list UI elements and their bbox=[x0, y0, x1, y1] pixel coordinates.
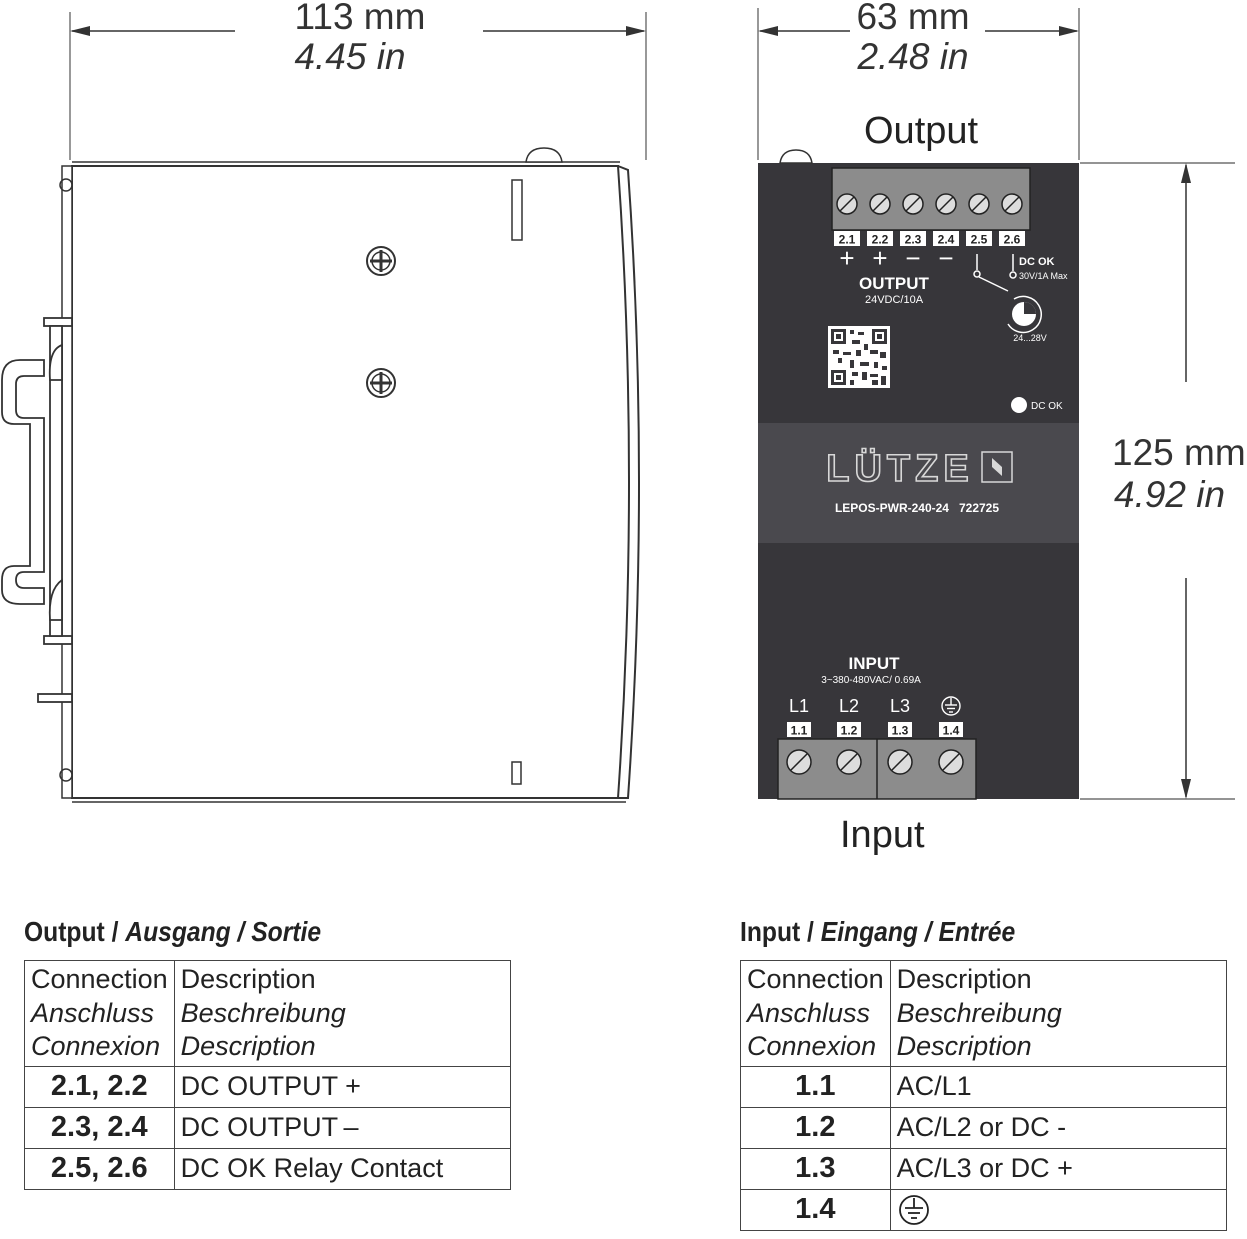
svg-text:3~380-480VAC/ 0.69A: 3~380-480VAC/ 0.69A bbox=[821, 675, 921, 686]
table-row: 1.2 AC/L2 or DC - bbox=[741, 1107, 1227, 1148]
depth-in-label: 2.48 in bbox=[857, 36, 969, 77]
din-rail-clip bbox=[2, 318, 72, 702]
qr-code bbox=[828, 326, 890, 388]
model-label: LEPOS-PWR-240-24 722725 bbox=[834, 501, 1000, 515]
svg-text:−: − bbox=[905, 243, 921, 273]
svg-text:1.3: 1.3 bbox=[891, 723, 909, 738]
svg-text:INPUT: INPUT bbox=[848, 654, 900, 673]
table-row: 1.3 AC/L3 or DC + bbox=[741, 1148, 1227, 1189]
svg-text:OUTPUT: OUTPUT bbox=[859, 274, 929, 293]
svg-text:2.2: 2.2 bbox=[871, 232, 889, 247]
input-connection-table bbox=[740, 960, 1227, 1231]
ground-icon bbox=[897, 1193, 931, 1227]
svg-text:2.5: 2.5 bbox=[970, 232, 988, 247]
depth-mm-label: 63 mm bbox=[856, 0, 970, 37]
screw-icon bbox=[367, 369, 395, 397]
table-row: 2.5, 2.6 DC OK Relay Contact bbox=[25, 1148, 511, 1189]
table-row: 2.1, 2.2 DC OUTPUT + bbox=[25, 1066, 511, 1107]
svg-text:L2: L2 bbox=[838, 696, 860, 716]
svg-text:2.6: 2.6 bbox=[1003, 232, 1021, 247]
svg-text:LÜTZE: LÜTZE bbox=[826, 448, 974, 490]
side-view-drawing bbox=[0, 0, 700, 860]
header-description: Description Beschreibung Description bbox=[890, 961, 1226, 1067]
header-connection: Connection Anschluss Connexion bbox=[25, 961, 175, 1067]
table-row: 1.4 bbox=[741, 1189, 1227, 1230]
svg-text:24VDC/10A: 24VDC/10A bbox=[864, 294, 924, 306]
output-connection-table bbox=[24, 960, 511, 1190]
svg-text:1.2: 1.2 bbox=[840, 723, 858, 738]
height-mm-label: 125 mm bbox=[1112, 432, 1246, 473]
svg-text:L3: L3 bbox=[889, 696, 911, 716]
svg-text:L1: L1 bbox=[788, 696, 810, 716]
svg-text:30V/1A Max: 30V/1A Max bbox=[1019, 271, 1068, 281]
width-mm-label: 113 mm bbox=[294, 0, 426, 37]
svg-text:2.1: 2.1 bbox=[838, 232, 856, 247]
input-side-label: Input bbox=[840, 814, 925, 856]
output-table-title: Output / Ausgang / Sortie bbox=[24, 916, 322, 947]
svg-text:+: + bbox=[872, 243, 888, 273]
svg-text:1.1: 1.1 bbox=[790, 723, 808, 738]
header-connection: Connection Anschluss Connexion bbox=[741, 961, 891, 1067]
width-in-label: 4.45 in bbox=[294, 36, 406, 77]
height-in-label: 4.92 in bbox=[1114, 474, 1226, 515]
svg-text:DC OK: DC OK bbox=[1031, 401, 1063, 412]
svg-text:+: + bbox=[839, 243, 855, 273]
output-side-label: Output bbox=[864, 110, 979, 152]
input-table-title: Input / Eingang / Entrée bbox=[740, 916, 1016, 947]
svg-text:24...28V: 24...28V bbox=[1013, 333, 1047, 343]
svg-text:2.4: 2.4 bbox=[937, 232, 955, 247]
table-row: 1.1 AC/L1 bbox=[741, 1066, 1227, 1107]
svg-text:2.3: 2.3 bbox=[904, 232, 922, 247]
table-row: 2.3, 2.4 DC OUTPUT – bbox=[25, 1107, 511, 1148]
svg-text:−: − bbox=[938, 243, 954, 273]
dc-ok-led bbox=[1011, 397, 1027, 413]
svg-text:DC OK: DC OK bbox=[1019, 256, 1055, 268]
svg-text:1.4: 1.4 bbox=[942, 723, 960, 738]
header-description: Description Beschreibung Description bbox=[174, 961, 510, 1067]
screw-icon bbox=[367, 247, 395, 275]
